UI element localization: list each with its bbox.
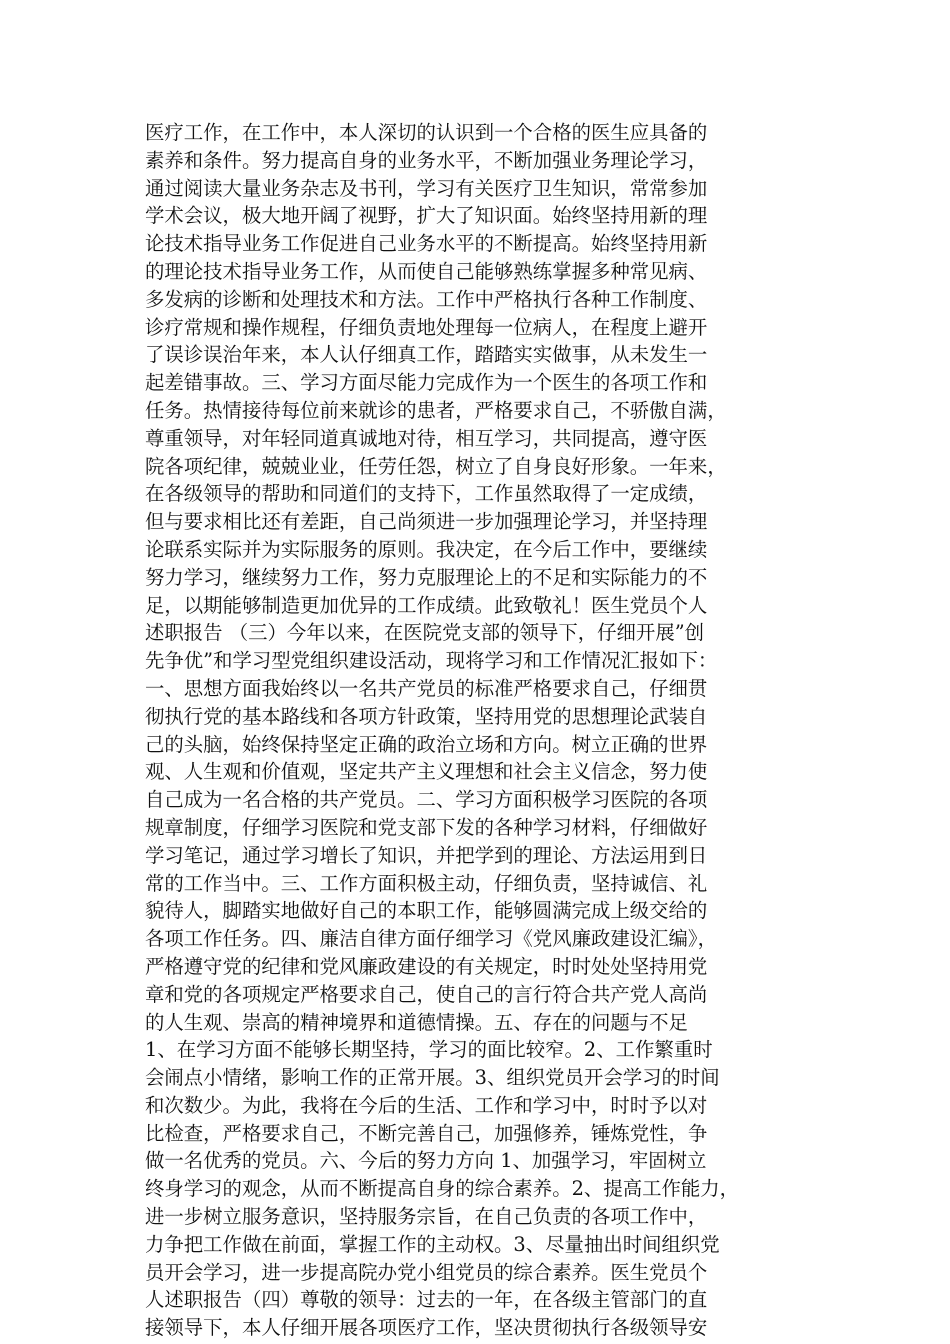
text-line: 1、在学习方面不能够长期坚持，学习的面比较窄。2、工作繁重时 (145, 1038, 713, 1062)
text-line: 论技术指导业务工作促进自己业务水平的不断提高。始终坚持用新 (145, 232, 708, 256)
text-line: 貌待人，脚踏实地做好自己的本职工作，能够圆满完成上级交给的 (145, 899, 708, 923)
text-line: 章和党的各项规定严格要求自己，使自己的言行符合共产党人高尚 (145, 982, 708, 1006)
text-line: 常的工作当中。三、工作方面积极主动，仔细负责，坚持诚信、礼 (145, 871, 708, 895)
text-line: 的理论技术指导业务工作，从而使自己能够熟练掌握多种常见病、 (145, 259, 708, 283)
text-line: 医疗工作，在工作中，本人深切的认识到一个合格的医生应具备的 (145, 121, 708, 144)
text-line: 严格遵守党的纪律和党风廉政建设的有关规定，时时处处坚持用党 (145, 954, 708, 978)
text-line: 学习笔记，通过学习增长了知识，并把学到的理论、方法运用到日 (145, 843, 708, 867)
text-line: 院各项纪律，兢兢业业，任劳任怨，树立了自身良好形象。一年来， (145, 454, 727, 478)
text-line: 做一名优秀的党员。六、今后的努力方向 1、加强学习，牢固树立 (145, 1149, 707, 1173)
text-line: 力争把工作做在前面，掌握工作的主动权。3、尽量抽出时间组织党 (145, 1232, 720, 1256)
text-line: 的人生观、崇高的精神境界和道德情操。五、存在的问题与不足 (145, 1010, 688, 1034)
text-line: 彻执行党的基本路线和各项方针政策，坚持用党的思想理论武装自 (145, 704, 708, 728)
text-line: 终身学习的观念，从而不断提高自身的综合素养。2、提高工作能力， (145, 1177, 740, 1201)
text-line: 和次数少。为此，我将在今后的生活、工作和学习中，时时予以对 (145, 1093, 708, 1117)
text-line: 规章制度，仔细学习医院和党支部下发的各种学习材料，仔细做好 (145, 815, 708, 839)
text-line: 己的头脑，始终保持坚定正确的政治立场和方向。树立正确的世界 (145, 732, 708, 756)
text-line: 员开会学习，进一步提高院办党小组党员的综合素养。医生党员个 (145, 1260, 708, 1284)
text-line: 通过阅读大量业务杂志及书刊，学习有关医疗卫生知识，常常参加 (145, 176, 708, 200)
text-line: 多发病的诊断和处理技术和方法。工作中严格执行各种工作制度、 (145, 287, 708, 311)
text-line: 先争优”和学习型党组织建设活动，现将学习和工作情况汇报如下： (145, 649, 718, 673)
text-line: 学术会议，极大地开阔了视野，扩大了知识面。始终坚持用新的理 (145, 204, 708, 228)
text-line: 各项工作任务。四、廉洁自律方面仔细学习《党风廉政建设汇编》， (145, 927, 718, 951)
text-line: 努力学习，继续努力工作，努力克服理论上的不足和实际能力的不 (145, 565, 708, 589)
text-line: 述职报告 （三）今年以来，在医院党支部的领导下，仔细开展”创 (145, 621, 705, 645)
text-line: 比检查，严格要求自己，不断完善自己，加强修养，锤炼党性，争 (145, 1121, 708, 1145)
text-line: 会闹点小情绪，影响工作的正常开展。3、组织党员开会学习的时间 (145, 1066, 720, 1090)
text-line: 自己成为一名合格的共产党员。二、学习方面积极学习医院的各项 (145, 788, 708, 812)
text-line: 尊重领导，对年轻同道真诚地对待，相互学习，共同提高，遵守医 (145, 426, 708, 450)
text-line: 任务。热情接待每位前来就诊的患者，严格要求自己，不骄傲自满， (145, 398, 727, 422)
text-line: 人述职报告（四）尊敬的领导：过去的一年，在各级主管部门的直 (145, 1288, 708, 1312)
text-line: 观、人生观和价值观，坚定共产主义理想和社会主义信念，努力使 (145, 760, 708, 784)
text-line: 素养和条件。努力提高自身的业务水平，不断加强业务理论学习， (145, 148, 708, 172)
text-line: 了误诊误治年来，本人认仔细真工作，踏踏实实做事，从未发生一 (145, 343, 708, 367)
body-text (145, 119, 825, 1342)
text-line: 在各级领导的帮助和同道们的支持下，工作虽然取得了一定成绩， (145, 482, 708, 506)
text-line: 论联系实际并为实际服务的原则。我决定，在今后工作中，要继续 (145, 537, 708, 561)
text-line: 诊疗常规和操作规程，仔细负责地处理每一位病人，在程度上避开 (145, 315, 708, 339)
text-line: 但与要求相比还有差距，自己尚须进一步加强理论学习，并坚持理 (145, 510, 708, 534)
text-line: 足，以期能够制造更加优异的工作成绩。此致敬礼！医生党员个人 (145, 593, 708, 617)
text-line: 一、思想方面我始终以一名共产党员的标准严格要求自己，仔细贯 (145, 676, 708, 700)
text-line: 接领导下，本人仔细开展各项医疗工作，坚决贯彻执行各级领导安 (145, 1316, 708, 1340)
text-line: 进一步树立服务意识，坚持服务宗旨，在自己负责的各项工作中， (145, 1205, 708, 1229)
text-line: 起差错事故。三、学习方面尽能力完成作为一个医生的各项工作和 (145, 371, 708, 395)
